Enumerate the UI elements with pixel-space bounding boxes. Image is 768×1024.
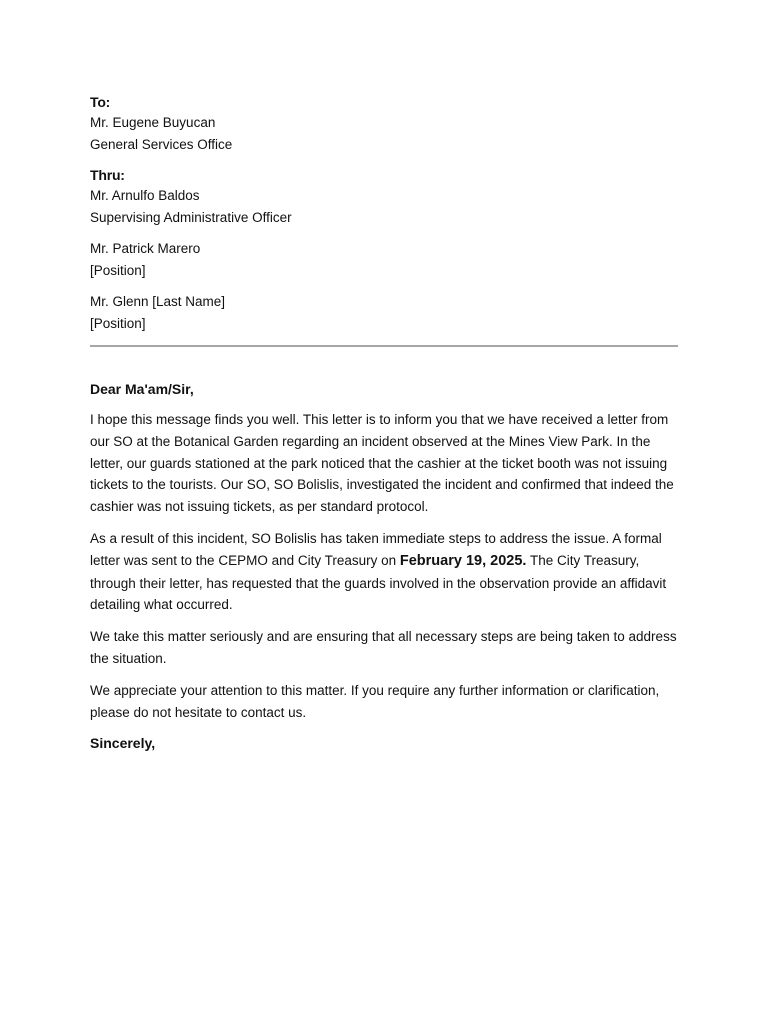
closing: Sincerely, xyxy=(90,735,156,752)
letter-document xyxy=(90,92,678,753)
thru-person-name: Mr. Glenn [Last Name] xyxy=(90,294,226,309)
body-paragraph-2 xyxy=(90,528,678,616)
paragraph-text: As a result of this incident, SO Bolislis has taken immediate steps to address the issue. A formal letter was sent to the CEPMO and City Treasury on xyxy=(90,530,662,568)
thru-person-position: Supervising Administrative Officer xyxy=(90,209,292,225)
thru-person-position: [Position] xyxy=(90,315,146,331)
thru-person-position: [Position] xyxy=(90,262,146,278)
body-paragraph-3: We take this matter seriously and are ensuring that all necessary steps are being taken to address the situation. xyxy=(90,629,677,666)
body-paragraph-1: I hope this message finds you well. This letter is to inform you that we have received a letter from our SO at the Botanical Garden regarding an incident observed at the Mines View Park. In the letter, our guards stationed at the park noticed that the cashier at the ticket booth was not issuing tickets to the tourists. Our SO, SO Bolislis, investigated the incident and confirmed that indeed the cashier was not issuing tickets, as per standard protocol. xyxy=(90,412,674,515)
horizontal-divider xyxy=(90,345,678,347)
to-label: To: xyxy=(90,94,111,110)
thru-person-name: Mr. Arnulfo Baldos xyxy=(90,188,200,203)
thru-label: Thru: xyxy=(90,167,125,183)
body-paragraph-4: We appreciate your attention to this matter. If you require any further information or clarification, please do not hesitate to contact us. xyxy=(90,682,660,720)
salutation: Dear Ma'am/Sir, xyxy=(90,381,194,397)
recipient-office: General Services Office xyxy=(90,136,233,152)
recipient-block xyxy=(90,92,678,155)
thru-block xyxy=(90,165,678,334)
highlighted-date: February 19, 2025. xyxy=(399,552,527,569)
recipient-name: Mr. Eugene Buyucan xyxy=(90,115,216,130)
thru-person-name: Mr. Patrick Marero xyxy=(90,241,201,256)
paragraph-text: The City Treasury, through their letter, has requested that the guards involved in the observation provide an affidavit detailing what occurred. xyxy=(90,552,667,613)
